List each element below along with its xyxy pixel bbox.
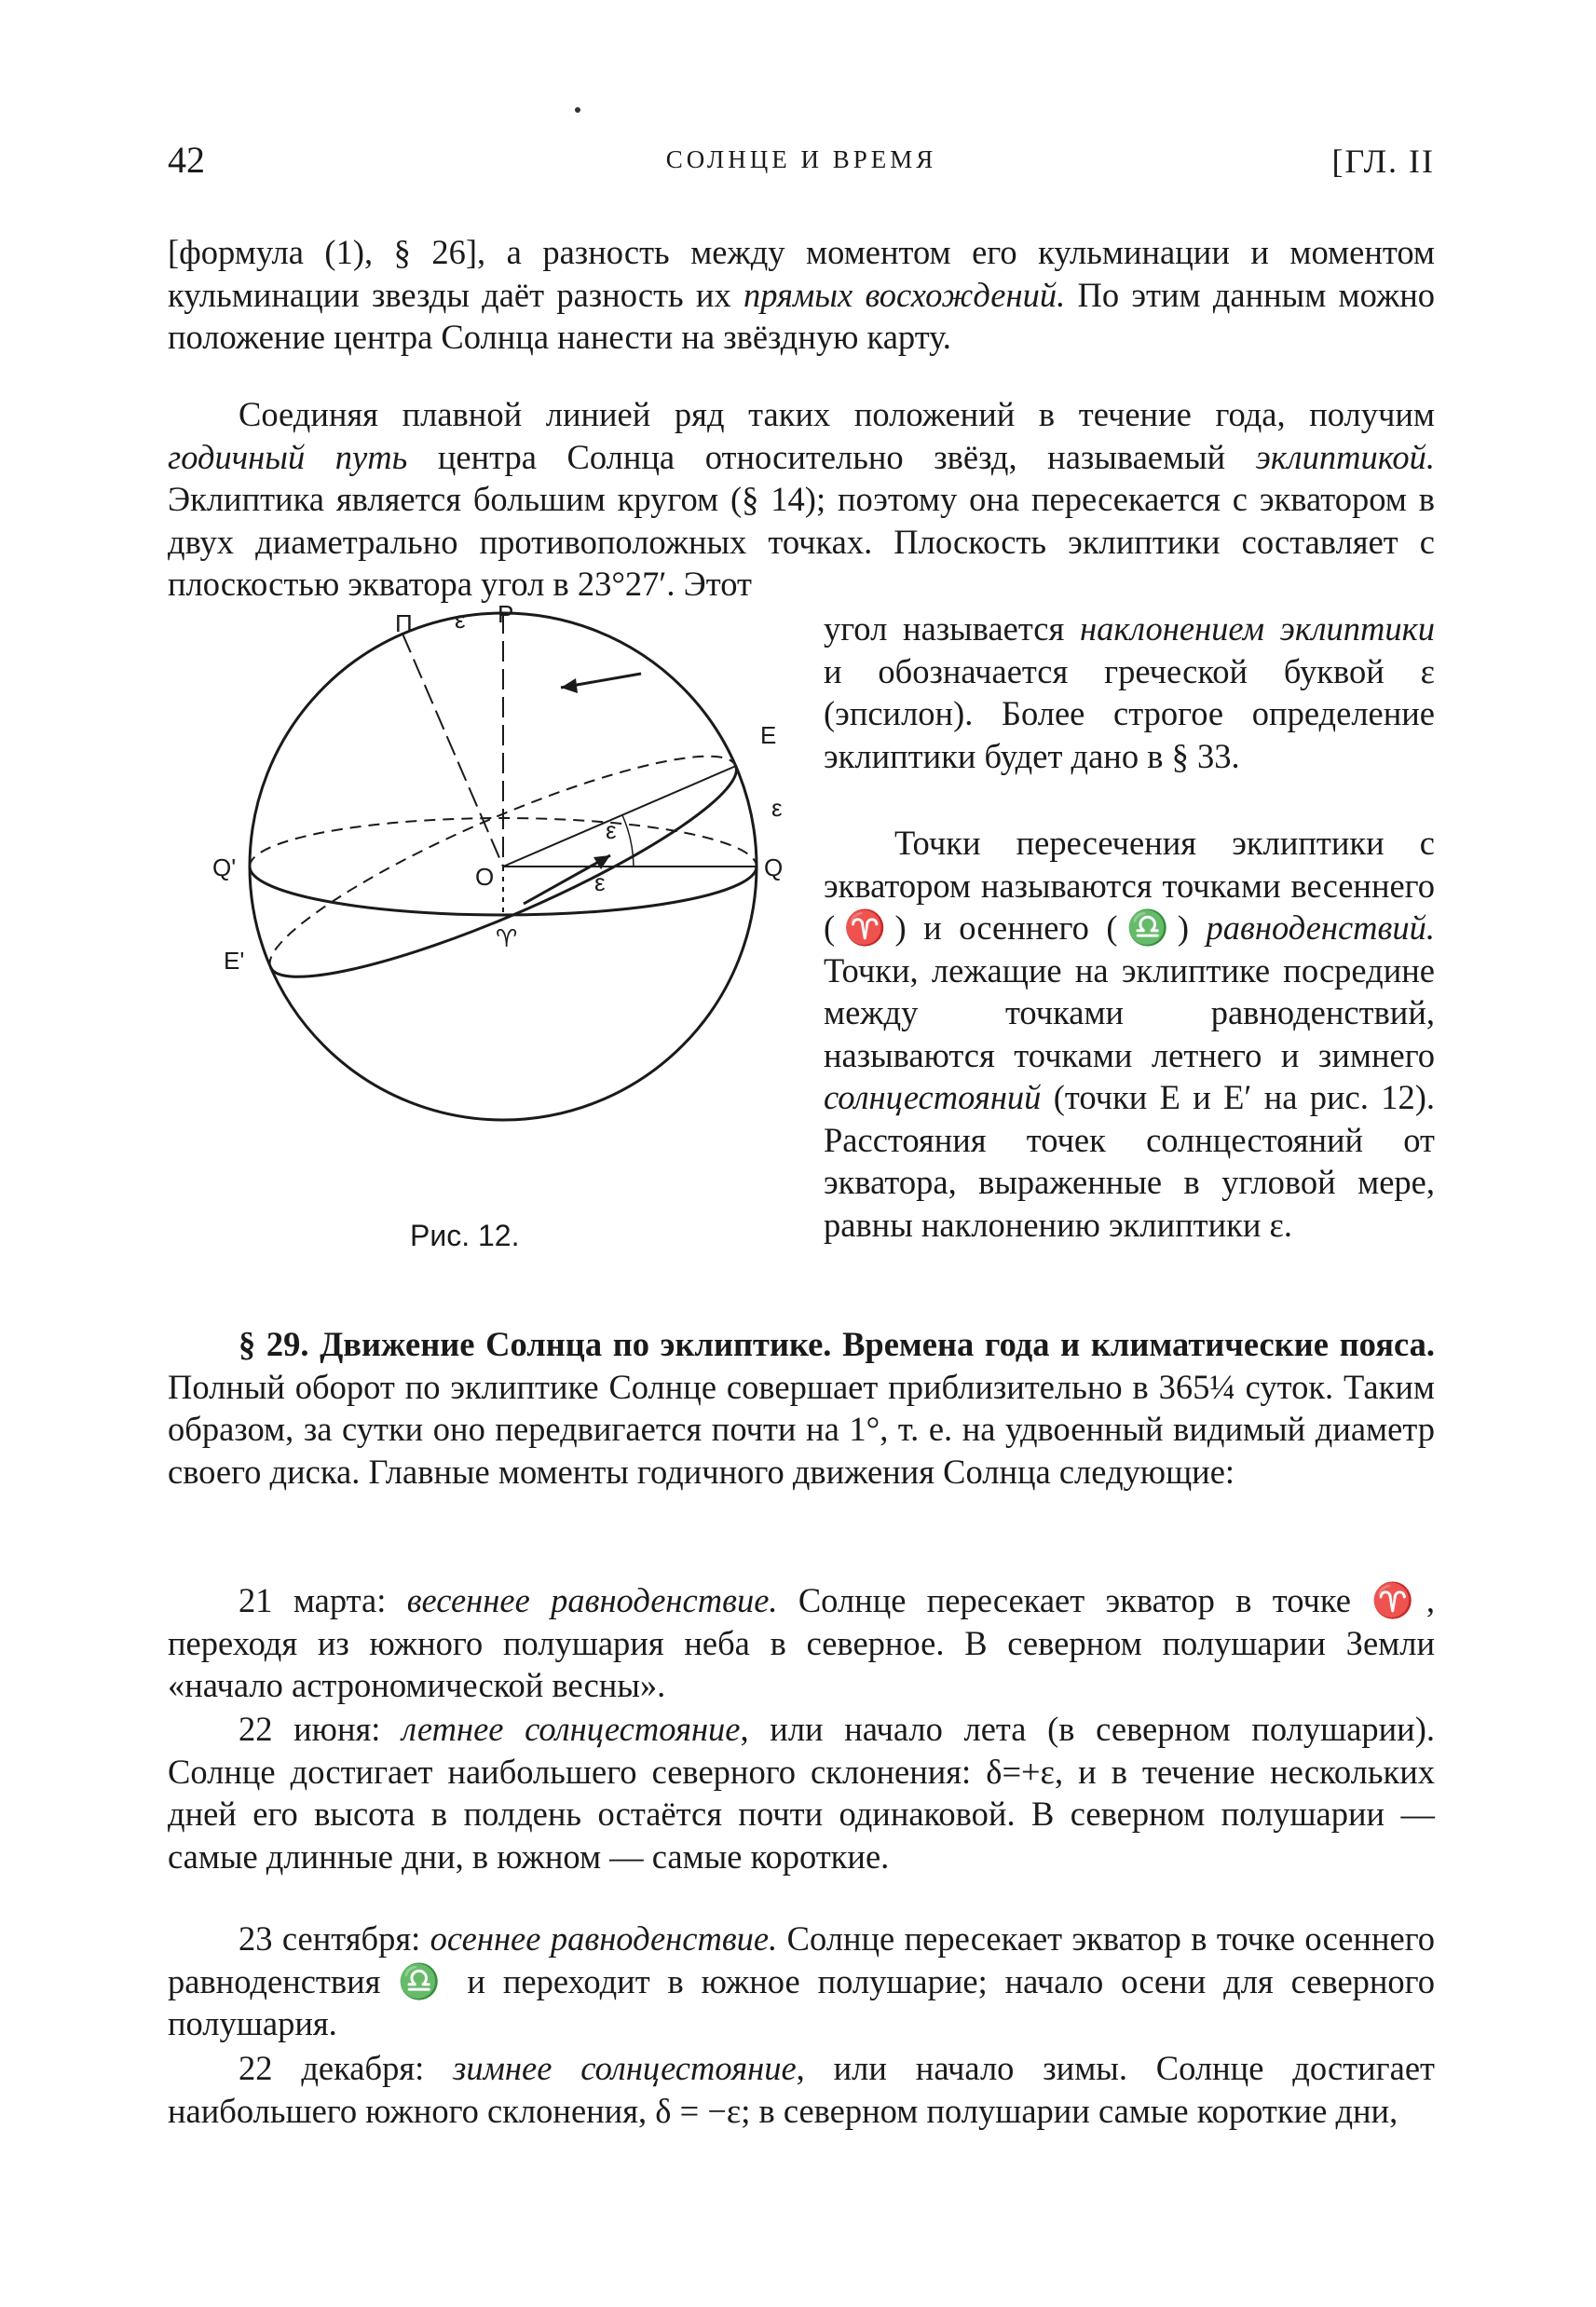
term-vernal-equinox: весеннее равноденствие. xyxy=(406,1581,778,1619)
label-pi: П xyxy=(395,609,413,637)
label-aries: ♈ xyxy=(496,924,518,952)
ecliptic-axis xyxy=(402,634,503,867)
term-winter-solstice: зимнее солнцестояние xyxy=(453,2049,797,2087)
ecliptic-front xyxy=(270,766,755,1012)
term-solstices: солнцестояний xyxy=(824,1078,1042,1116)
label-eps-angle-2: ε xyxy=(594,868,606,896)
term-ecliptic: эклиптикой. xyxy=(1255,437,1435,476)
section-29: § 29. Движение Солнца по эклиптике. Времена года и климатические пояса. Полный оборот по эклиптике Солнце совершает приблизительно в 365¼ суток. Таким образом, за сутки оно передвигается почти на 1°, т. е. на удвоенный видимый диаметр своего диска. Главные моменты годичного движения Солнца следующие: xyxy=(168,1325,1435,1491)
term-right-ascension: прямых восхождений. xyxy=(743,275,1066,314)
paragraph-march: 21 марта: весеннее равноденствие. Солнце пересекает экватор в точке ♈, переходя из южного полушария неба в северное. В северном полушарии Земли «начало астрономической весны». xyxy=(168,1581,1435,1704)
ecliptic-radius xyxy=(503,766,736,867)
figure-caption: Рис. 12. xyxy=(410,1219,520,1252)
label-q-prime: Q' xyxy=(212,853,237,881)
term-annual-path: годичный путь xyxy=(168,437,408,476)
label-epsilon-top: ε xyxy=(455,606,466,634)
label-center-o: O xyxy=(475,863,495,891)
chapter-marker: [ГЛ. II xyxy=(1331,143,1435,180)
page-header xyxy=(168,138,1435,184)
paragraph-2: Соединяя плавной линией ряд таких положений в течение года, получим годичный путь центра Солнца относительно звёзд, называемый эклиптикой. Эклиптика является большим кругом (§ 14); поэтому она пересекается с экватором в двух диаметрально противоположных точках. Плоскость эклиптики составляет с плоскостью экватора угол в 23°27′. Этот xyxy=(168,395,1435,603)
running-title: СОЛНЦЕ И ВРЕМЯ xyxy=(665,145,937,173)
paragraph-june: 22 июня: летнее солнцестояние, или начало лета (в северном полушарии). Солнце достигает наибольшего северного склонения: δ=+ε, и в течение нескольких дней его высота в полдень остаётся почти одинаковой. В северном полушарии — самые длинные дни, в южном — самые короткие. xyxy=(168,1710,1435,1876)
paragraph-september: 23 сентября: осеннее равноденствие. Солнце пересекает экватор в точке осеннего равноденствия ♎ и переходит в южное полушарие; начало осени для северного полушария. xyxy=(168,1919,1436,2042)
term-autumn-equinox: осеннее равноденствие. xyxy=(430,1919,778,1958)
label-solstice-e: E xyxy=(760,721,777,749)
label-q: Q xyxy=(764,853,784,881)
term-equinoxes: равноденствий. xyxy=(1206,908,1435,947)
label-pole: P xyxy=(498,606,514,628)
figure-12-celestial-sphere xyxy=(196,606,811,1137)
paragraph-1: [формула (1), § 26], а разность между моментом его кульминации и моментом кульминации звезды даёт разность их прямых восхождений. По этим данным можно положение центра Солнца нанести на звёздную карту. xyxy=(168,233,1435,356)
motion-arrowhead-upper xyxy=(561,678,578,693)
paragraph-december: 22 декабря: зимнее солнцестояние, или начало зимы. Солнце достигает наибольшего южного склонения, δ = −ε; в северном полушарии самые короткие дни, xyxy=(168,2049,1435,2130)
sphere-diagram xyxy=(196,606,811,1137)
label-epsilon-right: ε xyxy=(771,794,783,822)
label-e-prime: E' xyxy=(224,947,245,975)
print-speck xyxy=(575,107,580,113)
page-number: 42 xyxy=(168,139,205,181)
paragraph-3: Точки пересечения эклиптики с экватором называются точками весеннего (♈) и осеннего (♎) равноденствий. Точки, лежащие на эклиптике посредине между точками равноденствий, называются точками летнего и зимнего солнцестояний (точки E и E′ на рис. 12). Расстояния точек солнцестояний от экватора, выраженные в угловой мере, равны наклонению эклиптики ε. xyxy=(824,824,1435,1244)
term-obliquity: наклонением эклиптики xyxy=(1079,609,1435,648)
term-summer-solstice: летнее солнцестояние xyxy=(402,1710,741,1748)
section-heading: § 29. Движение Солнца по эклиптике. Времена года и климатические пояса. xyxy=(239,1325,1435,1363)
label-eps-angle-1: ε xyxy=(606,816,617,844)
paragraph-2-continued: угол называется наклонением эклиптики и обозначается греческой буквой ε (эпсилон). Более строгое определение эклиптики будет дано в § 33. xyxy=(824,609,1435,775)
